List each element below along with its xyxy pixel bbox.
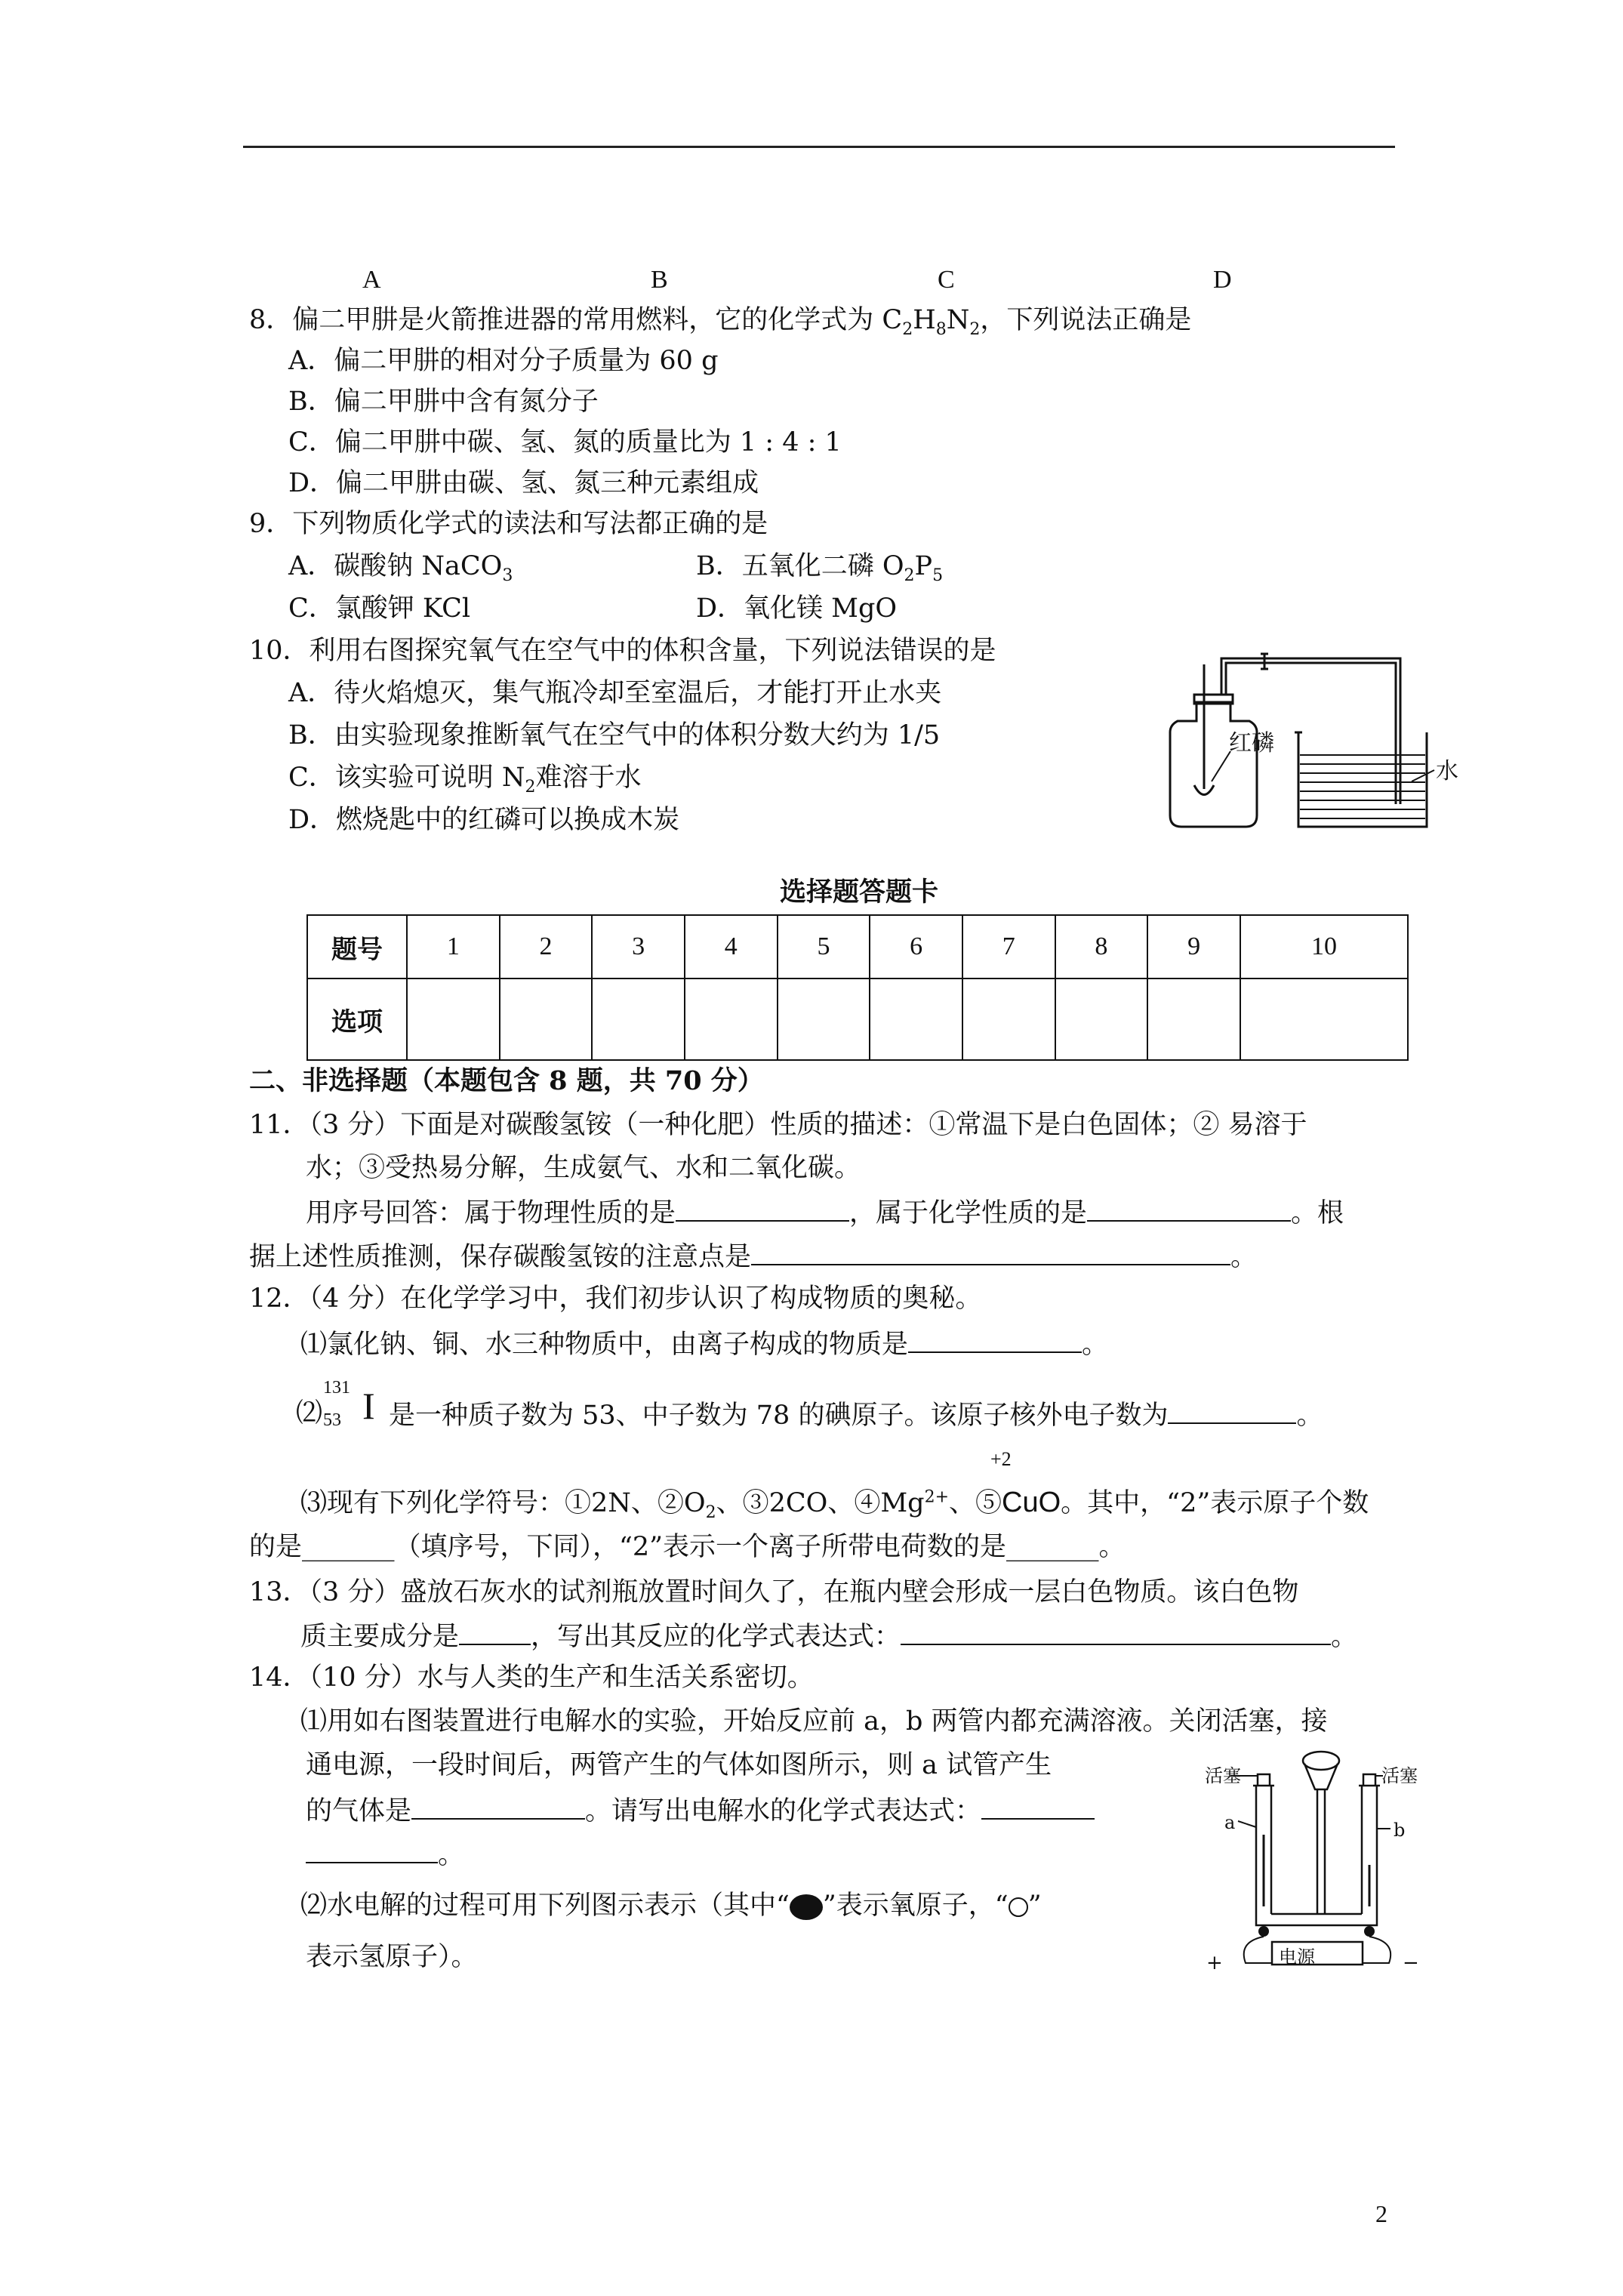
q14-part1-line2: 通电源，一段时间后，两管产生的气体如图所示，则 a 试管产生 (306, 1750, 1052, 1780)
q9-option-a: A．碳酸钠 NaCO$_3$ (288, 551, 513, 585)
q10-stem: 10．利用右图探究氧气在空气中的体积含量，下列说法错误的是 (249, 636, 996, 666)
iodine-atomic-number: 53 (323, 1410, 341, 1430)
q11-blank-chemical[interactable] (1087, 1194, 1291, 1222)
q9-option-c: C．氯酸钾 KCl (288, 593, 471, 624)
q9-stem: 9．下列物质化学式的读法和写法都正确的是 (249, 509, 768, 539)
answer-cell[interactable] (1147, 978, 1240, 1060)
electrolysis-power-label: 电源 (1279, 1946, 1315, 1968)
electrolysis-tube-a-label: a (1224, 1812, 1236, 1833)
iodine-mass-number: 131 (323, 1378, 350, 1398)
answer-cell[interactable] (1055, 978, 1148, 1060)
answer-card-number-header: 题号 (307, 915, 407, 978)
electrolysis-minus-label: − (1403, 1952, 1419, 1974)
q14-part1-line1: ⑴用如右图装置进行电解水的实验，开始反应前 a，b 两管内都充满溶液。关闭活塞，接 (300, 1706, 1328, 1737)
answer-card-number: 8 (1055, 915, 1148, 978)
header-rule (243, 146, 1395, 148)
answer-cell[interactable] (870, 978, 962, 1060)
answer-card-number: 5 (778, 915, 870, 978)
q13-line1: 13．（3 分）盛放石灰水的试剂瓶放置时间久了，在瓶内壁会形成一层白色物质。该白色物 (249, 1577, 1299, 1607)
answer-card-number: 2 (500, 915, 593, 978)
answer-cell[interactable] (962, 978, 1055, 1060)
q12-part2-prefix: ⑵ (296, 1398, 323, 1428)
q8-stem: 8．偏二甲肼是火箭推进器的常用燃料，它的化学式为 $C_2H_8N_2$，下列说法正确是 (249, 305, 1192, 339)
water-label: 水 (1436, 758, 1458, 784)
answer-card-table (306, 914, 1409, 1061)
q10-option-d: D．燃烧匙中的红磷可以换成木炭 (288, 805, 680, 835)
q12-part3: ⑶现有下列化学符号：①2N、$②O_2$、③2CO、$④Mg^{2+}$、⑤CuO。其中，“2”表示原子个数 (300, 1487, 1369, 1522)
answer-cell[interactable] (1240, 978, 1408, 1060)
answer-card-title: 选择题答题卡 (780, 877, 939, 908)
q8-option-a: A．偏二甲肼的相对分子质量为 60 g (288, 346, 719, 376)
option-label-c: C (938, 266, 955, 294)
q9-option-d: D．氧化镁 MgO (696, 593, 898, 624)
phosphorus-apparatus-figure (1140, 649, 1449, 838)
answer-card-number: 4 (685, 915, 778, 978)
q12-stem: 12．（4 分）在化学学习中，我们初步认识了构成物质的奥秘。 (249, 1284, 982, 1314)
q11-line4: 据上述性质推测，保存碳酸氢铵的注意点是 。 (249, 1238, 1257, 1274)
q11-line2: 水；③受热易分解，生成氨气、水和二氧化碳。 (306, 1153, 861, 1183)
q12-part1: ⑴氯化钠、铜、水三种物质中，由离子构成的物质是 。 (300, 1326, 1108, 1361)
q11-blank-storage[interactable] (751, 1238, 1230, 1265)
q14-part1-line3: 的气体是 。请写出电解水的化学式表达式： (306, 1792, 1095, 1828)
option-label-d: D (1213, 266, 1232, 294)
answer-card-option-header: 选项 (307, 978, 407, 1060)
q14-part1-line4: 。 (306, 1836, 464, 1872)
q13-line2: 质主要成分是 ，写出其反应的化学式表达式： 。 (300, 1618, 1357, 1653)
q13-blank-equation[interactable] (901, 1618, 1331, 1645)
answer-card-number: 10 (1240, 915, 1408, 978)
page-number: 2 (1375, 2200, 1387, 2227)
answer-cell[interactable] (407, 978, 500, 1060)
q8-option-b: B．偏二甲肼中含有氮分子 (288, 387, 599, 417)
q8-option-d: D．偏二甲肼由碳、氢、氮三种元素组成 (288, 468, 759, 498)
section-2-heading: 二、非选择题（本题包含 8 题，共 70 分） (249, 1065, 764, 1096)
answer-card-number: 1 (407, 915, 500, 978)
q14-part2-line1: ⑵水电解的过程可用下列图示表示（其中“ ”表示氧原子，“ ” (300, 1891, 1042, 1921)
q14-blank-equation-a[interactable] (981, 1792, 1095, 1820)
q11-line1: 11．（3 分）下面是对碳酸氢铵（一种化肥）性质的描述：①常温下是白色固体；② 易溶于 (249, 1110, 1307, 1140)
phosphorus-label: 红磷 (1229, 730, 1274, 757)
q12-part2: 是一种质子数为 53、中子数为 78 的碘原子。该原子核外电子数为 。 (389, 1397, 1323, 1432)
answer-card-number: 7 (962, 915, 1055, 978)
hydrogen-atom-icon (1009, 1897, 1028, 1917)
q14-stem: 14．（10 分）水与人类的生产和生活关系密切。 (249, 1663, 814, 1693)
electrolysis-plus-label: + (1206, 1952, 1223, 1974)
q9-option-b: B．五氧化二磷 $O_2P_5$ (696, 551, 944, 585)
q11-line3: 用序号回答：属于物理性质的是 ，属于化学性质的是 。根 (306, 1194, 1344, 1230)
answer-cell[interactable] (592, 978, 685, 1060)
electrolysis-valve-left-label: 活塞 (1205, 1765, 1241, 1786)
q8-option-c: C．偏二甲肼中碳、氢、氮的质量比为 1 : 4 : 1 (288, 427, 842, 458)
answer-card-number: 3 (592, 915, 685, 978)
answer-cell[interactable] (500, 978, 593, 1060)
answer-card-number: 6 (870, 915, 962, 978)
q12-blank-electrons[interactable] (1168, 1397, 1296, 1424)
oxygen-atom-icon (790, 1894, 823, 1920)
q14-blank-gas[interactable] (411, 1792, 585, 1820)
copper-charge: +2 (990, 1448, 1012, 1470)
q10-option-c: C．该实验可说明 $N_2$难溶于水 (288, 763, 642, 797)
option-label-a: A (362, 266, 381, 294)
answer-card-number: 9 (1147, 915, 1240, 978)
electrolysis-valve-right-label: 活塞 (1381, 1765, 1418, 1786)
q12-blank-ionic[interactable] (908, 1326, 1082, 1353)
answer-cell[interactable] (685, 978, 778, 1060)
electrolysis-tube-b-label: b (1394, 1820, 1406, 1841)
q13-blank-substance[interactable] (459, 1618, 531, 1645)
option-label-b: B (651, 266, 668, 294)
q10-option-b: B．由实验现象推断氧气在空气中的体积分数大约为 1/5 (288, 720, 941, 750)
q14-blank-equation-b[interactable] (306, 1836, 438, 1863)
q14-part2-line2: 表示氢原子）。 (306, 1942, 478, 1972)
q11-blank-physical[interactable] (676, 1194, 849, 1222)
q10-option-a: A．待火焰熄灭，集气瓶冷却至室温后，才能打开止水夹 (288, 678, 942, 708)
iodine-symbol: I (362, 1385, 375, 1427)
answer-cell[interactable] (778, 978, 870, 1060)
q12-part3-line2: 的是_______（填序号，下同），“2”表示一个离子所带电荷数的是_______。 (249, 1532, 1126, 1562)
